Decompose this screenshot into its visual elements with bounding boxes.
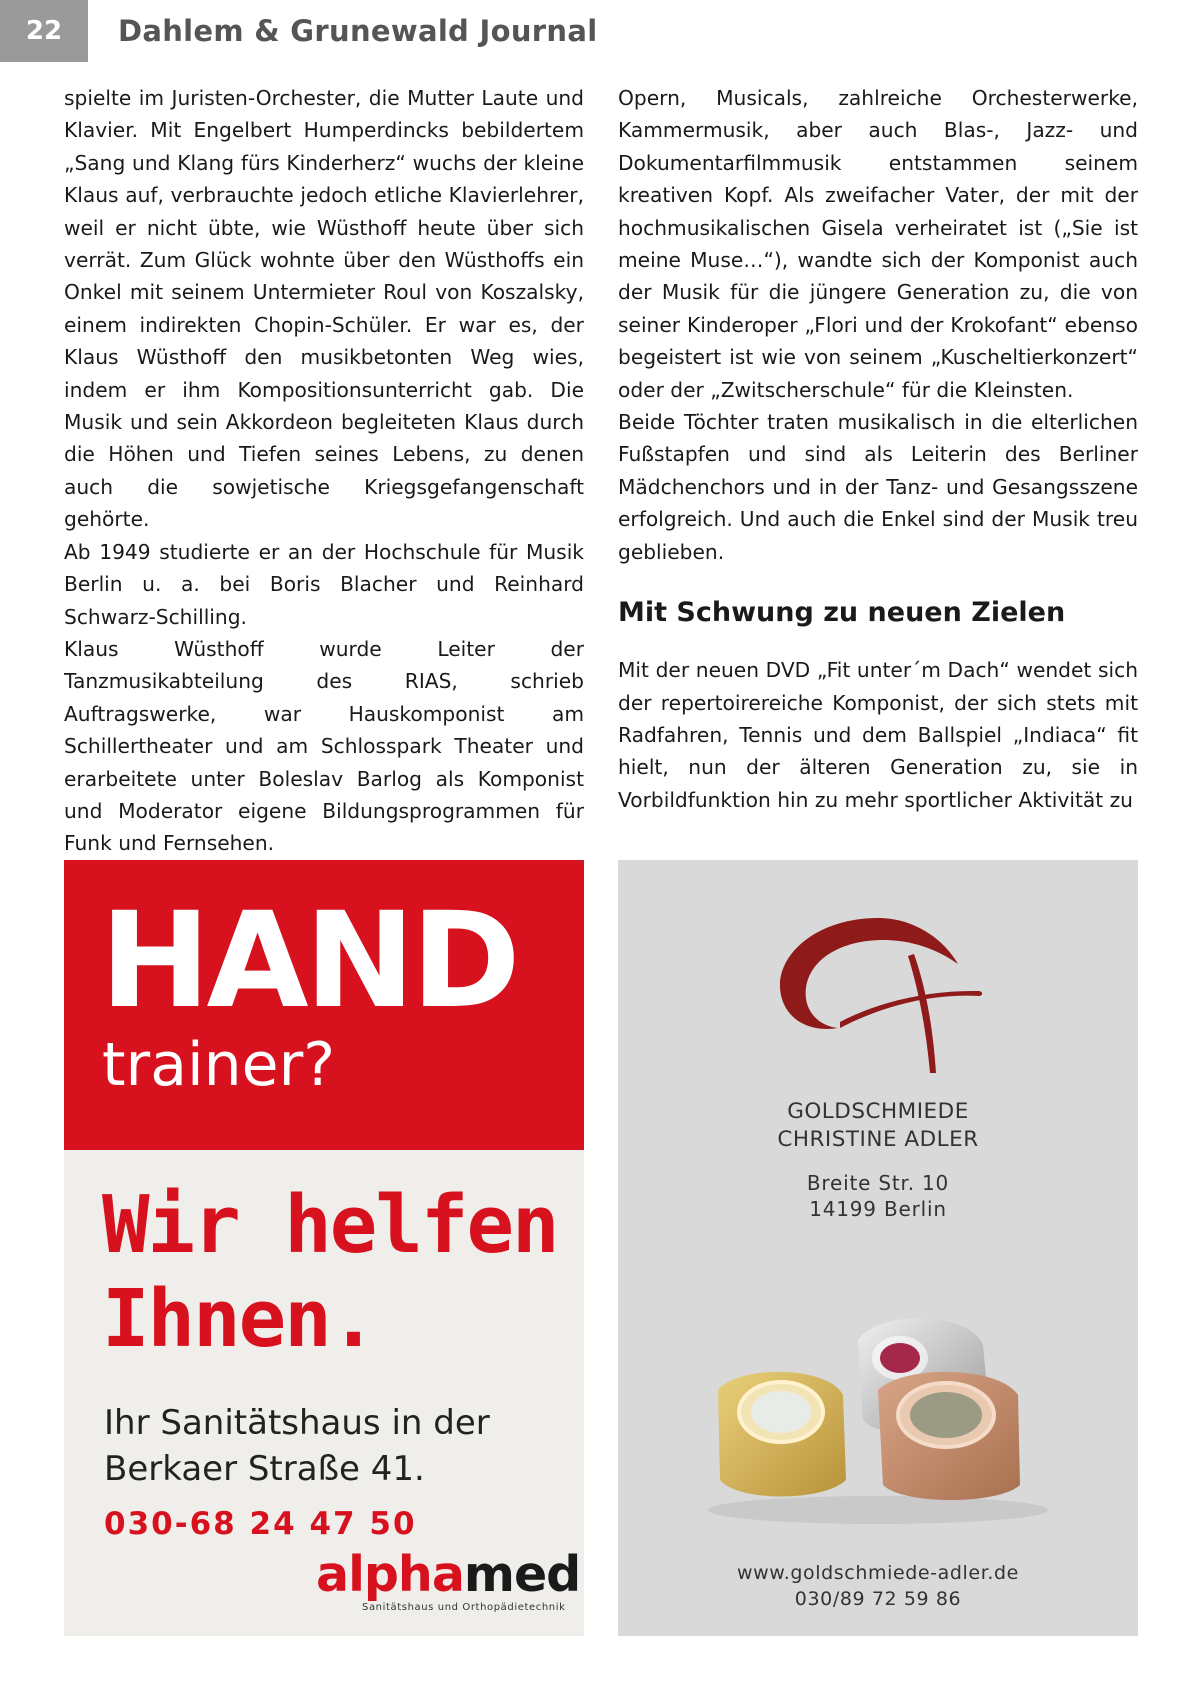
company-name [618,1098,1138,1154]
paragraph: Mit der neuen DVD „Fit unter´m Dach“ wendet sich der repertoirereiche Komponist, der sich stets mit Radfahren, Tennis und dem Ballspiel „Indiaca“ fit hielt, nun der älteren Generation zu, sie in Vorbildfunktion hin zu mehr sportlicher Aktivität zu [618,658,1138,812]
contact-info [618,1560,1138,1612]
company-name-line2: CHRISTINE ADLER [777,1127,979,1152]
logo-text-part2: med [463,1546,581,1603]
article-left-column [64,82,584,860]
website-link[interactable]: www.goldschmiede-adler.de [737,1562,1019,1584]
ad-slogan: Wir helfen Ihnen. [102,1179,558,1365]
company-address [618,1170,1138,1222]
logo-subtitle: Sanitätshaus und Orthopädietechnik [362,1602,566,1613]
city: 14199 Berlin [809,1197,947,1221]
paragraph: Ab 1949 studierte er an der Hochschule für Musik Berlin u. a. bei Boris Blacher und Reinhard Schwarz-Schilling. [64,539,584,629]
paragraph: spielte im Juristen-Orchester, die Mutter Laute und Klavier. Mit Engelbert Humperdincks bebildertem „Sang und Klang fürs Kinderherz“ wuchs der kleine Klaus auf, verbrauchte jedoch etliche Klavierlehrer, weil er nicht übte, wie Wüsthoff heute über sich verrät. Zum Glück wohnte über den Wüsthoffs ein Onkel mit seinem Untermieter Roul von Koszalsky, einem indirekten Chopin-Schüler. Er war es, der Klaus Wüsthoff den musikbetonten Weg wies, indem er ihm Kompositionsunterricht gab. Die Musik und sein Akkordeon begleiteten Klaus durch die Höhen und Tiefen seines Lebens, zu denen auch die sowjetische Kriegsgefangenschaft gehörte. [64,86,584,532]
ad-headline: HAND [100,884,517,1038]
rings-photo [678,1280,1078,1530]
street: Breite Str. 10 [806,1171,950,1195]
ad-phone: 030-68 24 47 50 [104,1506,417,1542]
alphamed-logo [316,1546,581,1613]
paragraph: Beide Töchter traten musikalisch in die elterlichen Fußstapfen und sind als Leiterin des Berliner Mädchenchors und in der Tanz- und Gesangsszene erfolgreich. Und auch die Enkel sind der Musik treu geblieben. [618,410,1138,564]
goldschmiede-advertisement [618,860,1138,1636]
section-heading: Mit Schwung zu neuen Zielen [618,597,1066,629]
page-number: 22 [0,0,88,62]
journal-title: Dahlem & Grunewald Journal [118,14,598,48]
alphamed-advertisement [64,860,584,1636]
ad-subline: trainer? [102,1030,336,1100]
monogram-logo [758,898,998,1078]
phone-number: 030/89 72 59 86 [794,1588,962,1610]
paragraph: Opern, Musicals, zahlreiche Orchesterwerke, Kammermusik, aber auch Blas-, Jazz- und Dokumentarfilmmusik entstammen seinem kreativen Kopf. Als zweifacher Vater, der mit der hochmusikalischen Gisela verheiratet ist („Sie ist meine Muse…“), wandte sich der Komponist auch der Musik für die jüngere Generation zu, die von seiner Kinderoper „Flori und der Krokofant“ ebenso begeistert ist wie von seinem „Kuscheltierkonzert“ oder der „Zwitscherschule“ für die Kleinsten. [618,86,1138,402]
logo-text-part1: alpha [316,1546,464,1603]
company-name-line1: GOLDSCHMIEDE [787,1099,969,1124]
article-right-column [618,82,1138,816]
ad-address: Ihr Sanitätshaus in der Berkaer Straße 41. [104,1403,490,1489]
paragraph: Klaus Wüsthoff wurde Leiter der Tanzmusikabteilung des RIAS, schrieb Auftragswerke, war Hauskomponist am Schillertheater und am Schlosspark Theater und erarbeitete unter Boleslav Barlog als Komponist und Moderator eigene Bildungsprogrammen für Funk und Fernsehen. [64,636,584,856]
